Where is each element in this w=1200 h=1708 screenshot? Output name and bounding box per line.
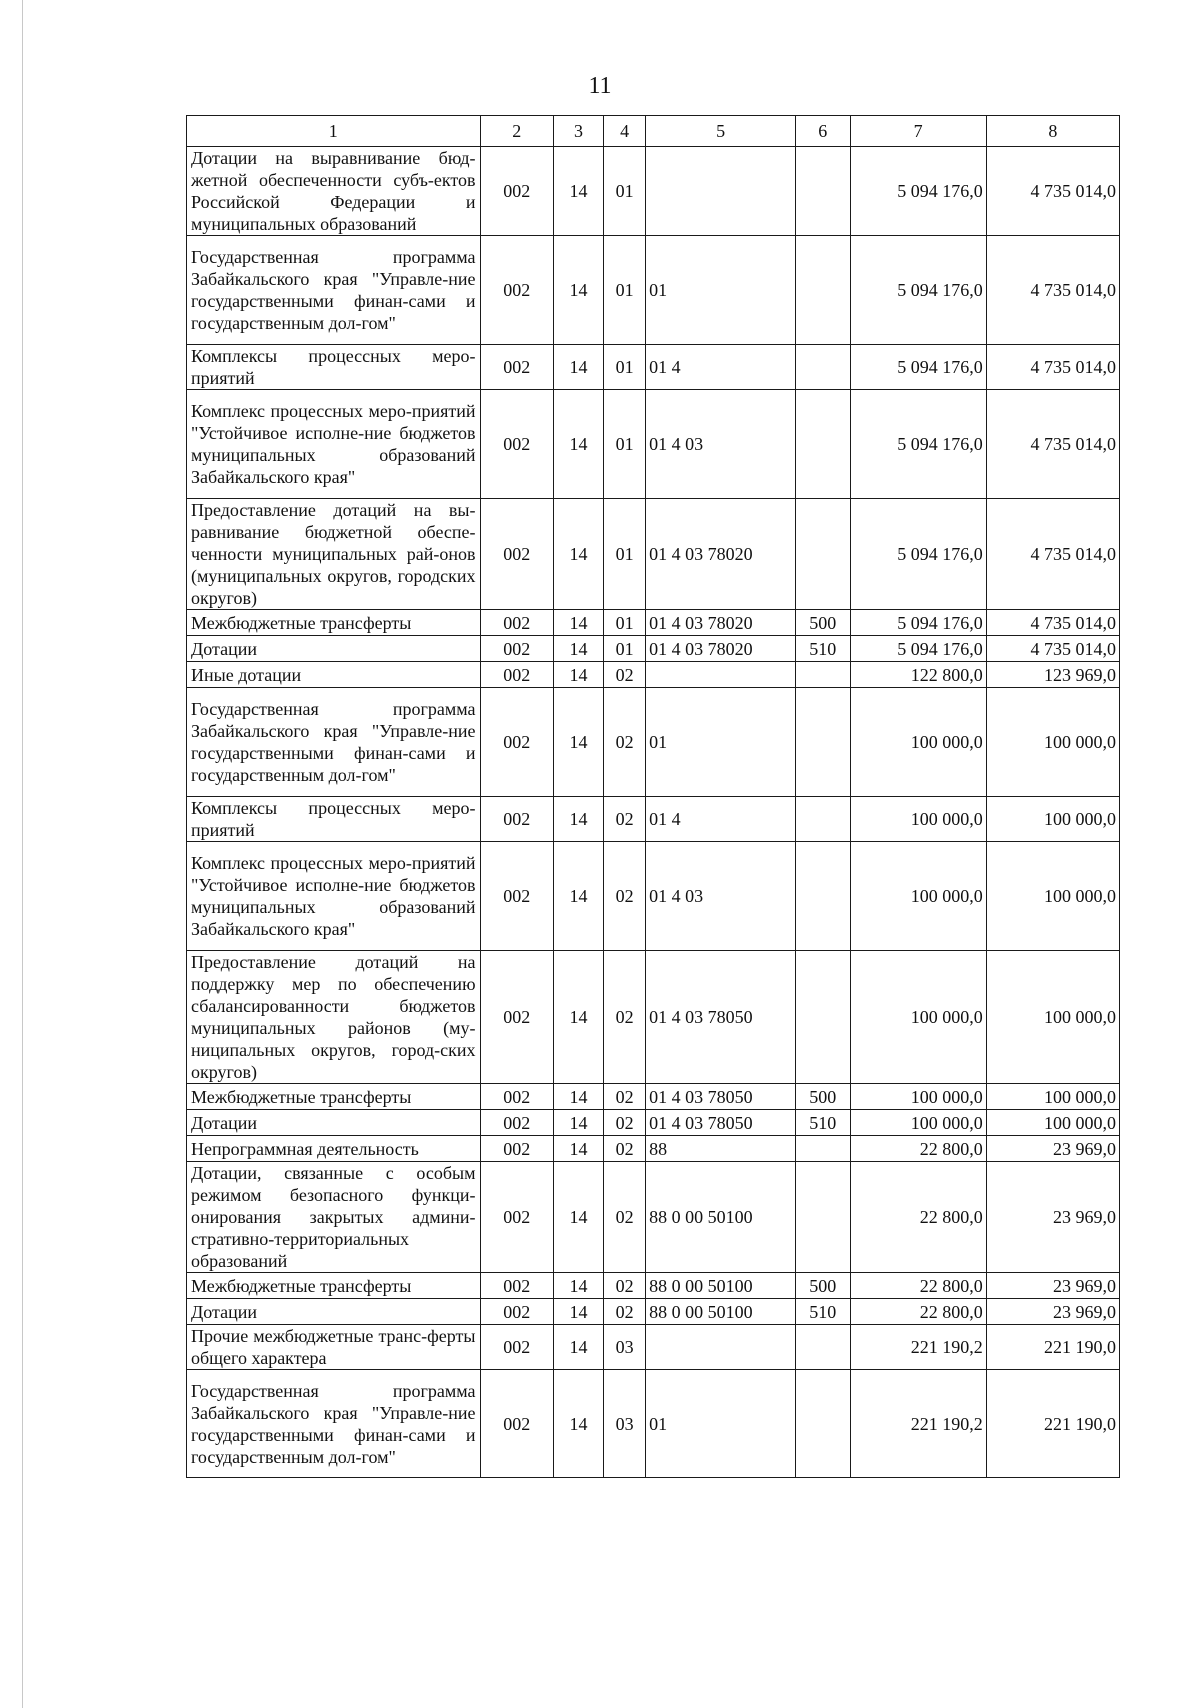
row-ministry-code: 002 [480,1370,553,1478]
row-ministry-code: 002 [480,1110,553,1136]
row-amount-year1: 5 094 176,0 [850,236,986,345]
row-section: 14 [553,1084,603,1110]
row-subsection: 01 [604,147,646,236]
row-amount-year1: 22 800,0 [850,1162,986,1273]
row-section: 14 [553,1110,603,1136]
row-ministry-code: 002 [480,1084,553,1110]
header-col-8: 8 [986,116,1119,147]
row-name: Комплексы процессных меро-приятий [187,797,481,842]
row-name: Межбюджетные трансферты [187,1084,481,1110]
table-row [187,236,1120,345]
row-amount-year1: 5 094 176,0 [850,636,986,662]
row-amount-year2: 100 000,0 [986,1084,1119,1110]
row-ministry-code: 002 [480,1325,553,1370]
budget-table [186,115,1120,1478]
row-subsection: 02 [604,1084,646,1110]
row-amount-year1: 5 094 176,0 [850,610,986,636]
row-ministry-code: 002 [480,345,553,390]
row-amount-year1: 221 190,2 [850,1370,986,1478]
row-amount-year2: 4 735 014,0 [986,610,1119,636]
table-row [187,1084,1120,1110]
row-ministry-code: 002 [480,662,553,688]
row-target-article: 01 4 03 78020 [646,610,796,636]
row-section: 14 [553,147,603,236]
table-row [187,1273,1120,1299]
row-name: Дотации [187,1299,481,1325]
row-section: 14 [553,1325,603,1370]
row-ministry-code: 002 [480,636,553,662]
row-subsection: 03 [604,1370,646,1478]
row-section: 14 [553,1136,603,1162]
row-expense-type: 510 [796,636,851,662]
row-expense-type [796,236,851,345]
row-expense-type [796,147,851,236]
row-name: Непрограммная деятельность [187,1136,481,1162]
row-amount-year1: 22 800,0 [850,1273,986,1299]
row-subsection: 01 [604,345,646,390]
row-subsection: 02 [604,1110,646,1136]
page-number: 11 [588,73,612,99]
row-section: 14 [553,390,603,499]
scan-edge-line [22,0,23,1708]
row-expense-type [796,1370,851,1478]
row-amount-year2: 4 735 014,0 [986,390,1119,499]
row-amount-year1: 5 094 176,0 [850,499,986,610]
row-expense-type [796,499,851,610]
row-target-article: 88 0 00 50100 [646,1162,796,1273]
row-amount-year1: 100 000,0 [850,797,986,842]
row-name: Предоставление дотаций на поддержку мер по обеспечению сбалансированности бюджетов муниципальных районов (му-ниципальных округов, город-ских округов) [187,951,481,1084]
row-amount-year1: 221 190,2 [850,1325,986,1370]
row-target-article: 01 4 03 [646,390,796,499]
header-col-3: 3 [553,116,603,147]
table-row [187,1370,1120,1478]
row-section: 14 [553,1299,603,1325]
row-expense-type [796,345,851,390]
row-section: 14 [553,1162,603,1273]
row-expense-type: 500 [796,610,851,636]
row-expense-type [796,390,851,499]
table-row [187,842,1120,951]
row-subsection: 01 [604,610,646,636]
header-col-6: 6 [796,116,851,147]
row-target-article: 01 4 03 78050 [646,1084,796,1110]
row-name: Прочие межбюджетные транс-ферты общего характера [187,1325,481,1370]
row-section: 14 [553,1273,603,1299]
row-target-article: 88 [646,1136,796,1162]
header-col-1: 1 [187,116,481,147]
table-row [187,345,1120,390]
row-section: 14 [553,499,603,610]
row-name: Дотации [187,636,481,662]
row-subsection: 02 [604,842,646,951]
row-section: 14 [553,842,603,951]
row-subsection: 02 [604,1299,646,1325]
row-expense-type [796,1162,851,1273]
row-amount-year2: 123 969,0 [986,662,1119,688]
row-ministry-code: 002 [480,688,553,797]
row-target-article: 01 4 03 78050 [646,951,796,1084]
row-target-article: 88 0 00 50100 [646,1299,796,1325]
row-target-article: 01 4 03 78050 [646,1110,796,1136]
row-amount-year2: 100 000,0 [986,688,1119,797]
row-subsection: 01 [604,636,646,662]
header-col-5: 5 [646,116,796,147]
row-section: 14 [553,610,603,636]
row-amount-year1: 100 000,0 [850,1110,986,1136]
table-header-row [187,116,1120,147]
row-expense-type [796,1325,851,1370]
row-ministry-code: 002 [480,842,553,951]
row-amount-year2: 23 969,0 [986,1273,1119,1299]
row-amount-year2: 100 000,0 [986,1110,1119,1136]
header-col-7: 7 [850,116,986,147]
row-target-article: 88 0 00 50100 [646,1273,796,1299]
row-target-article: 01 [646,1370,796,1478]
row-section: 14 [553,636,603,662]
row-target-article: 01 4 03 78020 [646,636,796,662]
row-subsection: 02 [604,951,646,1084]
row-expense-type [796,688,851,797]
table-row [187,499,1120,610]
row-amount-year2: 4 735 014,0 [986,147,1119,236]
row-amount-year1: 22 800,0 [850,1299,986,1325]
row-amount-year2: 100 000,0 [986,797,1119,842]
row-ministry-code: 002 [480,390,553,499]
row-section: 14 [553,688,603,797]
row-name: Дотации, связанные с особым режимом безопасного функци-онирования закрытых админи-стративно-территориальных образований [187,1162,481,1273]
row-target-article: 01 4 [646,345,796,390]
row-amount-year2: 4 735 014,0 [986,345,1119,390]
row-target-article [646,147,796,236]
table-row [187,390,1120,499]
row-section: 14 [553,797,603,842]
row-target-article [646,662,796,688]
row-name: Предоставление дотаций на вы-равнивание бюджетной обеспе-ченности муниципальных рай-онов (муниципальных округов, городских округов) [187,499,481,610]
row-ministry-code: 002 [480,797,553,842]
row-amount-year2: 100 000,0 [986,842,1119,951]
row-subsection: 02 [604,1162,646,1273]
row-name: Комплекс процессных меро-приятий "Устойчивое исполне-ние бюджетов муниципальных образований Забайкальского края" [187,842,481,951]
row-expense-type: 510 [796,1110,851,1136]
table-row [187,951,1120,1084]
row-ministry-code: 002 [480,1299,553,1325]
row-amount-year2: 221 190,0 [986,1370,1119,1478]
row-amount-year1: 122 800,0 [850,662,986,688]
row-expense-type [796,662,851,688]
table-row [187,1162,1120,1273]
row-ministry-code: 002 [480,1162,553,1273]
row-subsection: 03 [604,1325,646,1370]
row-ministry-code: 002 [480,1273,553,1299]
row-target-article: 01 [646,688,796,797]
row-name: Государственная программа Забайкальского края "Управле-ние государственными финан-сами и государственным дол-гом" [187,688,481,797]
row-ministry-code: 002 [480,1136,553,1162]
table-row [187,688,1120,797]
row-subsection: 02 [604,1273,646,1299]
row-name: Дотации [187,1110,481,1136]
row-amount-year2: 4 735 014,0 [986,636,1119,662]
row-amount-year2: 23 969,0 [986,1136,1119,1162]
row-ministry-code: 002 [480,499,553,610]
row-name: Иные дотации [187,662,481,688]
row-expense-type: 500 [796,1273,851,1299]
row-target-article: 01 4 [646,797,796,842]
row-ministry-code: 002 [480,147,553,236]
row-ministry-code: 002 [480,236,553,345]
row-name: Государственная программа Забайкальского края "Управле-ние государственными финан-сами и государственным дол-гом" [187,1370,481,1478]
row-amount-year2: 4 735 014,0 [986,236,1119,345]
row-amount-year2: 4 735 014,0 [986,499,1119,610]
row-name: Комплекс процессных меро-приятий "Устойчивое исполне-ние бюджетов муниципальных образований Забайкальского края" [187,390,481,499]
row-amount-year1: 100 000,0 [850,951,986,1084]
row-target-article: 01 4 03 [646,842,796,951]
row-target-article [646,1325,796,1370]
table-row [187,1136,1120,1162]
table-row [187,1325,1120,1370]
header-col-4: 4 [604,116,646,147]
row-section: 14 [553,236,603,345]
table-row [187,147,1120,236]
row-amount-year2: 100 000,0 [986,951,1119,1084]
row-name: Комплексы процессных меро-приятий [187,345,481,390]
header-col-2: 2 [480,116,553,147]
row-name: Государственная программа Забайкальского края "Управле-ние государственными финан-сами и государственным дол-гом" [187,236,481,345]
row-name: Дотации на выравнивание бюд-жетной обеспеченности субъ-ектов Российской Федерации и муниципальных образований [187,147,481,236]
row-amount-year1: 100 000,0 [850,1084,986,1110]
row-subsection: 02 [604,662,646,688]
row-amount-year1: 5 094 176,0 [850,345,986,390]
row-section: 14 [553,662,603,688]
row-target-article: 01 4 03 78020 [646,499,796,610]
row-section: 14 [553,345,603,390]
row-subsection: 01 [604,390,646,499]
row-expense-type: 500 [796,1084,851,1110]
row-expense-type [796,842,851,951]
row-amount-year2: 23 969,0 [986,1162,1119,1273]
row-subsection: 01 [604,499,646,610]
row-subsection: 01 [604,236,646,345]
row-expense-type: 510 [796,1299,851,1325]
row-amount-year1: 5 094 176,0 [850,147,986,236]
row-ministry-code: 002 [480,610,553,636]
row-subsection: 02 [604,688,646,797]
row-amount-year1: 100 000,0 [850,688,986,797]
row-expense-type [796,1136,851,1162]
row-subsection: 02 [604,797,646,842]
row-section: 14 [553,1370,603,1478]
row-expense-type [796,797,851,842]
row-amount-year1: 22 800,0 [850,1136,986,1162]
row-name: Межбюджетные трансферты [187,1273,481,1299]
table-row [187,610,1120,636]
row-amount-year1: 100 000,0 [850,842,986,951]
table-row [187,1110,1120,1136]
row-amount-year1: 5 094 176,0 [850,390,986,499]
row-amount-year2: 23 969,0 [986,1299,1119,1325]
row-section: 14 [553,951,603,1084]
table-body [187,147,1120,1478]
row-subsection: 02 [604,1136,646,1162]
row-ministry-code: 002 [480,951,553,1084]
row-expense-type [796,951,851,1084]
table-row [187,1299,1120,1325]
table-row [187,662,1120,688]
table-row [187,797,1120,842]
row-amount-year2: 221 190,0 [986,1325,1119,1370]
row-name: Межбюджетные трансферты [187,610,481,636]
table-row [187,636,1120,662]
row-target-article: 01 [646,236,796,345]
